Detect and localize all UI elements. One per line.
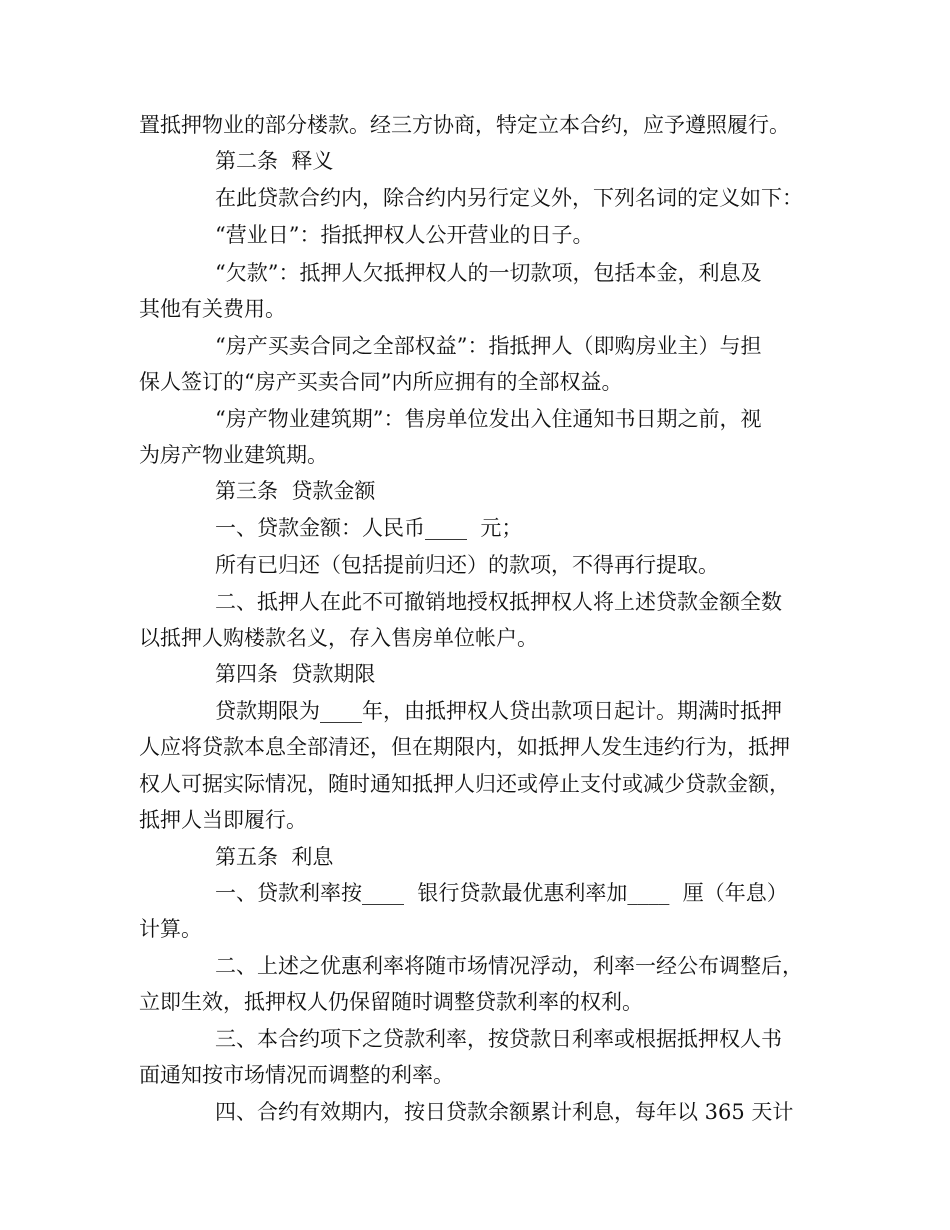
paragraph-line: “房产买卖合同之全部权益”：指抵押人（即购房业主）与担	[215, 334, 762, 358]
paragraph-line: “房产物业建筑期”：售房单位发出入住通知书日期之前，视	[215, 407, 762, 431]
paragraph-line: 二、上述之优惠利率将随市场情况浮动，利率一经公布调整后，	[215, 954, 803, 978]
paragraph-line: 置抵押物业的部分楼款。经三方协商，特定立本合约，应予遵照履行。	[139, 113, 790, 137]
paragraph-line: 保人签订的“房产买卖合同”内所应拥有的全部权益。	[139, 370, 623, 394]
paragraph-line: “营业日”：指抵押权人公开营业的日子。	[215, 223, 594, 247]
paragraph-line: 三、本合约项下之贷款利率，按贷款日利率或根据抵押权人书	[215, 1027, 782, 1051]
paragraph-line: 四、合约有效期内，按日贷款余额累计利息，每年以 365 天计	[215, 1100, 794, 1124]
paragraph-line: 所有已归还（包括提前归还）的款项，不得再行提取。	[215, 553, 719, 577]
paragraph-line: 一、贷款金额：人民币____ 元；	[215, 516, 523, 540]
paragraph-line: 权人可据实际情况，随时通知抵押人归还或停止支付或减少贷款金额，	[139, 772, 790, 796]
paragraph-line: 贷款期限为____年，由抵押权人贷出款项日起计。期满时抵押	[215, 699, 782, 723]
paragraph-line: 立即生效，抵押权人仍保留随时调整贷款利率的权利。	[139, 990, 643, 1014]
section-heading-3: 第三条 贷款金额	[215, 479, 376, 503]
paragraph-line: 在此贷款合约内，除合约内另行定义外，下列名词的定义如下：	[215, 186, 803, 210]
paragraph-line: 面通知按市场情况而调整的利率。	[139, 1063, 454, 1087]
paragraph-line: 抵押人当即履行。	[139, 808, 307, 832]
paragraph-line: 一、贷款利率按____ 银行贷款最优惠利率加____ 厘（年息）	[215, 881, 788, 905]
section-heading-2: 第二条 释义	[215, 149, 334, 173]
paragraph-line: 为房产物业建筑期。	[139, 443, 328, 467]
paragraph-line: “欠款”：抵押人欠抵押权人的一切款项，包括本金，利息及	[215, 261, 762, 285]
section-heading-5: 第五条 利息	[215, 845, 334, 869]
paragraph-line: 其他有关费用。	[139, 297, 286, 321]
section-heading-4: 第四条 贷款期限	[215, 662, 376, 686]
paragraph-line: 以抵押人购楼款名义，存入售房单位帐户。	[139, 626, 538, 650]
paragraph-line: 人应将贷款本息全部清还，但在期限内，如抵押人发生违约行为，抵押	[139, 735, 790, 759]
paragraph-line: 计算。	[139, 917, 202, 941]
paragraph-line: 二、抵押人在此不可撤销地授权抵押权人将上述贷款金额全数	[215, 590, 782, 614]
